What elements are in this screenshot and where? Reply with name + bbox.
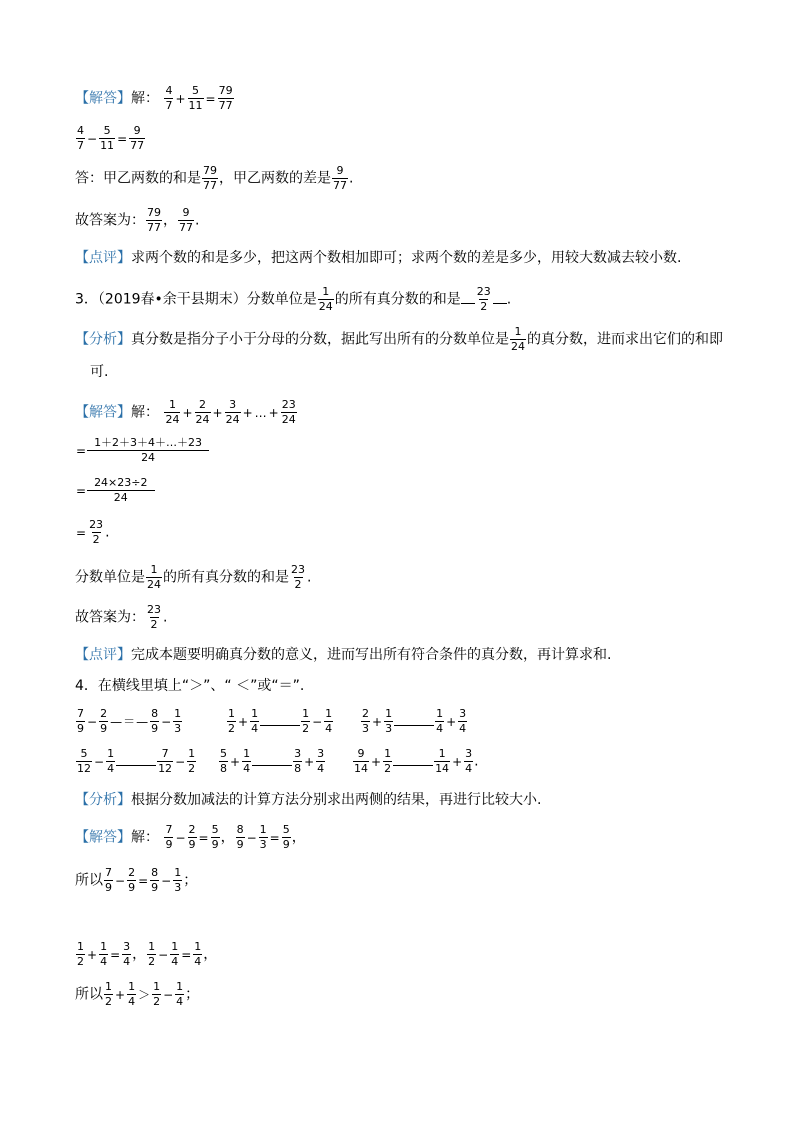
problem-row-2: $\frac{5}{12}$ − $\frac{1}{4}$ $\frac{7}{12}$ − $\frac{1}{2}$ — [77, 747, 196, 775]
fraction: $\frac{79}{77}$ — [218, 84, 233, 112]
fraction: $\frac{23}{2}$ — [476, 285, 491, 313]
fraction: $\frac{5}{11}$ — [100, 124, 115, 152]
analysis-tag: 【分析】 — [75, 792, 131, 808]
comment-tag: 【点评】 — [75, 250, 131, 266]
analysis-line: 【分析】根据分数加减法的计算方法分别求出两侧的结果，再进行比较大小. — [75, 792, 542, 808]
fraction: $\frac{79}{77}$ — [203, 164, 217, 192]
fraction: $\frac{5}{11}$ — [188, 84, 203, 112]
fraction: $\frac{24\times 23\div 2}{24}$ — [88, 476, 153, 505]
fraction: $\frac{9}{77}$ — [130, 124, 145, 152]
problem-row-1: $\frac{7}{9}$ − $\frac{2}{9}$ —＝— $\frac{8}{9}$ − $\frac{1}{3}$ — [77, 707, 182, 735]
fraction: $\frac{4}{7}$ — [77, 124, 84, 152]
solution-step-2: $\frac{1}{2}$ + $\frac{1}{4}$ = $\frac{3}{4}$ ， $\frac{1}{2}$ − $\frac{1}{4}$ = $\frac{1}{4}$ ， — [77, 940, 218, 968]
fraction: $\frac{1}{24}$ — [318, 285, 333, 313]
fraction: $\frac{1+2+3+4+\dots+23}{24}$ — [88, 436, 208, 465]
solution-step-4: = $\frac{23}{2}$ . — [76, 518, 110, 546]
fraction: $\frac{3}{24}$ — [225, 398, 240, 426]
answer-blank — [493, 303, 507, 304]
solution-conclusion-2: 所以 $\frac{1}{2}$ + $\frac{1}{4}$ ＞ $\frac{1}{2}$ − $\frac{1}{4}$ ； — [75, 980, 200, 1008]
fraction: $\frac{23}{2}$ — [291, 563, 305, 591]
fraction: $\frac{23}{2}$ — [89, 518, 104, 546]
problem-row-1b: $\frac{1}{2}$ + $\frac{1}{4}$ $\frac{1}{2}$ − $\frac{1}{4}$ — [228, 707, 333, 735]
fraction: $\frac{23}{2}$ — [147, 603, 161, 631]
problem-row-1c: $\frac{2}{3}$ + $\frac{1}{3}$ $\frac{1}{4}$ + $\frac{3}{4}$ — [362, 707, 467, 735]
problem-row-2c: $\frac{9}{14}$ + $\frac{1}{2}$ $\frac{1}{14}$ + $\frac{3}{4}$ . — [354, 747, 479, 775]
solution-step-1: 【解答】解： $\frac{7}{9}$ − $\frac{2}{9}$ = $\frac{5}{9}$ ， $\frac{8}{9}$ − $\frac{1}{3}$ = $\frac{5}{9}$ ， — [75, 823, 306, 851]
fraction: $\frac{79}{77}$ — [147, 206, 161, 234]
answer-tag: 【解答】 — [75, 829, 131, 846]
final-answer: 故答案为： $\frac{23}{2}$ . — [75, 603, 168, 631]
comment-line: 【点评】完成本题要明确真分数的意义，进而写出所有符合条件的真分数，再计算求和. — [75, 647, 612, 663]
fraction: $\frac{9}{77}$ — [333, 164, 347, 192]
solution-step-3: = $\frac{24\times 23\div 2}{24}$ — [75, 476, 155, 505]
fraction: $\frac{1}{24}$ — [147, 563, 161, 591]
fraction: $\frac{9}{77}$ — [179, 206, 193, 234]
problem-row-2b: $\frac{5}{8}$ + $\frac{1}{4}$ $\frac{3}{8}$ + $\frac{3}{4}$ — [220, 747, 325, 775]
answer-blank — [461, 303, 475, 304]
answer-statement: 答：甲乙两数的和是 $\frac{79}{77}$ ，甲乙两数的差是 $\frac{9}{77}$ . — [75, 164, 354, 192]
answer-line-1: 【解答】解： $\frac{4}{7}$ + $\frac{5}{11}$ = $\frac{79}{77}$ — [75, 84, 233, 112]
solution-conclusion-1: 所以 $\frac{7}{9}$ − $\frac{2}{9}$ = $\frac{8}{9}$ − $\frac{1}{3}$ ； — [75, 866, 198, 894]
final-answer: 故答案为： $\frac{79}{77}$ ， $\frac{9}{77}$ . — [75, 206, 200, 234]
fraction: $\frac{1}{24}$ — [511, 325, 525, 353]
answer-tag: 【解答】 — [75, 404, 131, 421]
answer-line-2: $\frac{4}{7}$ − $\frac{5}{11}$ = $\frac{9}{77}$ — [77, 124, 145, 152]
conclusion-line: 分数单位是 $\frac{1}{24}$ 的所有真分数的和是 $\frac{23}{2}$ . — [75, 563, 312, 591]
analysis-tag: 【分析】 — [75, 331, 131, 348]
fraction: $\frac{4}{7}$ — [165, 84, 173, 112]
analysis-line-cont: 可. — [90, 364, 109, 380]
question-4: 4．在横线里填上“＞”、“ ＜”或“＝”. — [75, 678, 305, 694]
answer-tag: 【解答】 — [75, 90, 131, 107]
fraction: $\frac{2}{24}$ — [195, 398, 210, 426]
solution-step-2: = $\frac{1+2+3+4+\dots+23}{24}$ — [75, 436, 209, 465]
comment-line: 【点评】求两个数的和是多少，把这两个数相加即可；求两个数的差是多少，用较大数减去较小数. — [75, 250, 682, 266]
solution-step-1: 【解答】解： $\frac{1}{24}$ + $\frac{2}{24}$ + $\frac{3}{24}$ + … + $\frac{23}{24}$ — [75, 398, 296, 426]
question-3: 3．（2019春•余干县期末）分数单位是 $\frac{1}{24}$ 的所有真分数的和是 $\frac{23}{2}$ . — [75, 285, 512, 313]
fraction: $\frac{1}{24}$ — [165, 398, 180, 426]
analysis-line: 【分析】真分数是指分子小于分母的分数，据此写出所有的分数单位是 $\frac{1}{24}$ 的真分数，进而求出它们的和即 — [75, 325, 723, 353]
comment-tag: 【点评】 — [75, 647, 131, 663]
fraction: $\frac{23}{24}$ — [281, 398, 296, 426]
